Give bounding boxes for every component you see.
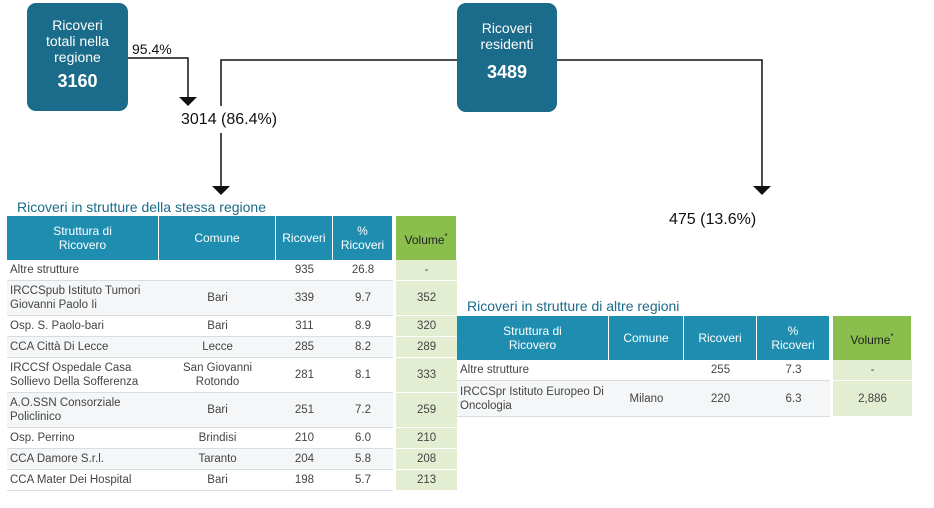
cell-comune: Bari — [159, 470, 276, 491]
col-ricoveri: Ricoveri — [684, 316, 757, 360]
other-regions-flow-label: 475 (13.6%) — [669, 211, 757, 228]
cell-struttura: CCA Città Di Lecce — [7, 337, 159, 358]
cell-pct-ricoveri: 9.7 — [333, 281, 393, 316]
cell-comune: Bari — [159, 316, 276, 337]
cell-pct-ricoveri: 8.9 — [333, 316, 393, 337]
pct-to-region-label: 95.4% — [132, 41, 172, 57]
cell-ricoveri: 255 — [684, 360, 757, 381]
cell-ricoveri: 220 — [684, 381, 757, 417]
col-volume-label: Volume — [404, 232, 445, 247]
cell-comune: Bari — [159, 281, 276, 316]
cell-struttura: Altre strutture — [457, 360, 609, 381]
cell-volume: 320 — [393, 316, 457, 337]
cell-comune — [609, 360, 684, 381]
cell-volume: 208 — [393, 449, 457, 470]
same-region-flow-label: 3014 (86.4%) — [181, 111, 278, 128]
table-row — [7, 470, 457, 491]
cell-struttura: CCA Damore S.r.l. — [7, 449, 159, 470]
arrow-residenti-to-other — [557, 60, 762, 186]
cell-pct-ricoveri: 6.0 — [333, 428, 393, 449]
ricoveri-residenti-value: 3489 — [486, 62, 528, 82]
cell-struttura: A.O.SSN Consorziale Policlinico — [7, 393, 159, 428]
table-row — [7, 393, 457, 428]
col-comune: Comune — [609, 316, 684, 360]
cell-volume: - — [393, 260, 457, 281]
cell-struttura: IRCCSf Ospedale Casa Sollievo Della Sofferenza — [7, 358, 159, 393]
table-row — [7, 337, 457, 358]
cell-ricoveri: 251 — [276, 393, 333, 428]
same-region-table — [7, 216, 457, 491]
cell-pct-ricoveri: 7.3 — [757, 360, 830, 381]
other-regions-table — [457, 316, 912, 417]
arrow-residenti-to-region — [221, 60, 457, 106]
table-row — [7, 260, 457, 281]
table-row — [7, 358, 457, 393]
cell-struttura: Altre strutture — [7, 260, 159, 281]
cell-ricoveri: 210 — [276, 428, 333, 449]
cell-volume: 2,886 — [830, 381, 912, 417]
table-row — [7, 449, 457, 470]
cell-volume: 210 — [393, 428, 457, 449]
cell-volume: 259 — [393, 393, 457, 428]
col-pct-ricoveri: % Ricoveri — [333, 216, 393, 260]
cell-struttura: Osp. Perrino — [7, 428, 159, 449]
cell-ricoveri: 204 — [276, 449, 333, 470]
volume-footnote-mark: * — [890, 331, 894, 341]
cell-volume: 333 — [393, 358, 457, 393]
cell-pct-ricoveri: 6.3 — [757, 381, 830, 417]
col-struttura: Struttura di Ricovero — [7, 216, 159, 260]
cell-ricoveri: 339 — [276, 281, 333, 316]
cell-struttura: IRCCSpr Istituto Europeo Di Oncologia — [457, 381, 609, 417]
cell-ricoveri: 281 — [276, 358, 333, 393]
cell-pct-ricoveri: 5.8 — [333, 449, 393, 470]
arrowhead-region — [179, 97, 197, 106]
cell-struttura: IRCCSpub Istituto Tumori Giovanni Paolo Ii — [7, 281, 159, 316]
cell-comune: Milano — [609, 381, 684, 417]
col-comune: Comune — [159, 216, 276, 260]
cell-comune — [159, 260, 276, 281]
ricoveri-residenti-label: Ricoveri residenti — [480, 20, 534, 52]
col-struttura: Struttura di Ricovero — [457, 316, 609, 360]
table-row — [457, 360, 912, 381]
cell-pct-ricoveri: 26.8 — [333, 260, 393, 281]
cell-pct-ricoveri: 8.2 — [333, 337, 393, 358]
cell-volume: 289 — [393, 337, 457, 358]
table-row — [7, 428, 457, 449]
cell-comune: Brindisi — [159, 428, 276, 449]
col-volume-label: Volume — [850, 332, 891, 347]
cell-volume: - — [830, 360, 912, 381]
col-pct-ricoveri: % Ricoveri — [757, 316, 830, 360]
cell-comune: Bari — [159, 393, 276, 428]
cell-struttura: Osp. S. Paolo-bari — [7, 316, 159, 337]
volume-footnote-mark: * — [444, 231, 448, 241]
table-row — [457, 381, 912, 417]
cell-struttura: CCA Mater Dei Hospital — [7, 470, 159, 491]
cell-comune: San Giovanni Rotondo — [159, 358, 276, 393]
arrow-totali-to-region — [128, 58, 188, 98]
cell-volume: 352 — [393, 281, 457, 316]
cell-ricoveri: 198 — [276, 470, 333, 491]
same-region-title: Ricoveri in strutture della stessa regione — [17, 199, 267, 215]
cell-pct-ricoveri: 5.7 — [333, 470, 393, 491]
cell-pct-ricoveri: 8.1 — [333, 358, 393, 393]
cell-pct-ricoveri: 7.2 — [333, 393, 393, 428]
other-regions-title: Ricoveri in strutture di altre regioni — [467, 298, 680, 314]
arrowhead-table — [212, 186, 230, 195]
ricoveri-totali-label: Ricoveri totali nella regione — [45, 17, 110, 65]
cell-ricoveri: 285 — [276, 337, 333, 358]
cell-volume: 213 — [393, 470, 457, 491]
col-volume — [393, 216, 457, 260]
cell-ricoveri: 311 — [276, 316, 333, 337]
arrowhead-other — [753, 186, 771, 195]
col-ricoveri: Ricoveri — [276, 216, 333, 260]
col-volume — [830, 316, 912, 360]
cell-comune: Taranto — [159, 449, 276, 470]
table-row — [7, 281, 457, 316]
cell-ricoveri: 935 — [276, 260, 333, 281]
cell-comune: Lecce — [159, 337, 276, 358]
ricoveri-totali-value: 3160 — [57, 71, 98, 91]
table-row — [7, 316, 457, 337]
